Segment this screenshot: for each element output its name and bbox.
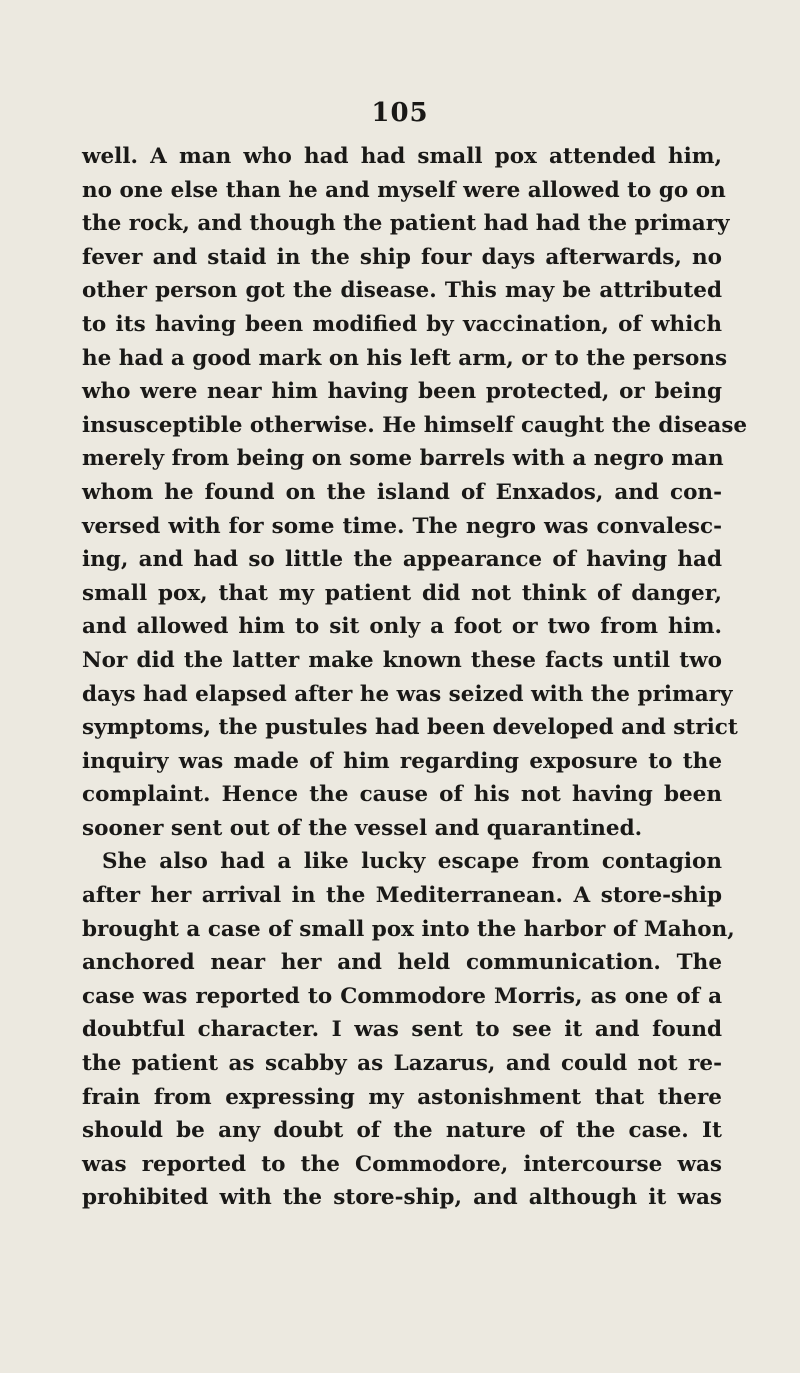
text-line: the rock, and though the patient had had the primary	[82, 211, 730, 237]
text-line: the patient as scabby as Lazarus, and could not re-	[82, 1051, 722, 1077]
text-line: whom he found on the island of Enxados, and con-	[82, 479, 722, 505]
text-line: other person got the disease. This may be attributed	[82, 278, 722, 304]
body-text	[82, 140, 748, 1215]
text-line: to its having been modified by vaccination, of which	[82, 311, 722, 337]
text-line: who were near him having been protected, or being	[82, 379, 722, 405]
text-line: versed with for some time. The negro was convalesc-	[82, 513, 722, 539]
text-line: should be any doubt of the nature of the case. It	[82, 1118, 722, 1144]
text-line: days had elapsed after he was seized with the primary	[82, 681, 733, 707]
text-line: merely from being on some barrels with a negro man	[82, 446, 724, 472]
text-line: well. A man who had had small pox attended him,	[82, 144, 722, 169]
text-line: after her arrival in the Mediterranean. A store-ship	[82, 883, 722, 909]
text-line: brought a case of small pox into the harbor of Mahon,	[82, 916, 735, 942]
text-line: symptoms, the pustules had been developed and strict	[82, 715, 738, 741]
text-line: fever and staid in the ship four days afterwards, no	[82, 244, 722, 270]
text-line: inquiry was made of him regarding exposure to the	[82, 748, 722, 774]
text-line: anchored near her and held communication. The	[82, 950, 722, 976]
text-line: case was reported to Commodore Morris, as one of a	[82, 983, 722, 1009]
text-line: small pox, that my patient did not think of danger,	[82, 580, 722, 606]
text-line: complaint. Hence the cause of his not having been	[82, 782, 722, 808]
text-line: and allowed him to sit only a foot or two from him.	[82, 614, 722, 640]
text-line: prohibited with the store-ship, and although it was	[82, 1185, 722, 1211]
text-line: ing, and had so little the appearance of having had	[82, 547, 722, 573]
text-line: frain from expressing my astonishment that there	[82, 1084, 722, 1110]
text-line: no one else than he and myself were allowed to go on	[82, 177, 726, 203]
text-line: was reported to the Commodore, intercourse was	[82, 1151, 722, 1177]
page-number: 105	[371, 98, 429, 128]
paragraph-start-line: She also had a like lucky escape from contagion	[102, 849, 722, 875]
text-line: Nor did the latter make known these facts until two	[82, 647, 722, 673]
paragraph-end-line: sooner sent out of the vessel and quarantined.	[82, 815, 643, 841]
text-line: he had a good mark on his left arm, or to the persons	[82, 345, 728, 371]
text-line: insusceptible otherwise. He himself caught the disease	[82, 412, 748, 438]
text-line: doubtful character. I was sent to see it and found	[82, 1017, 722, 1043]
